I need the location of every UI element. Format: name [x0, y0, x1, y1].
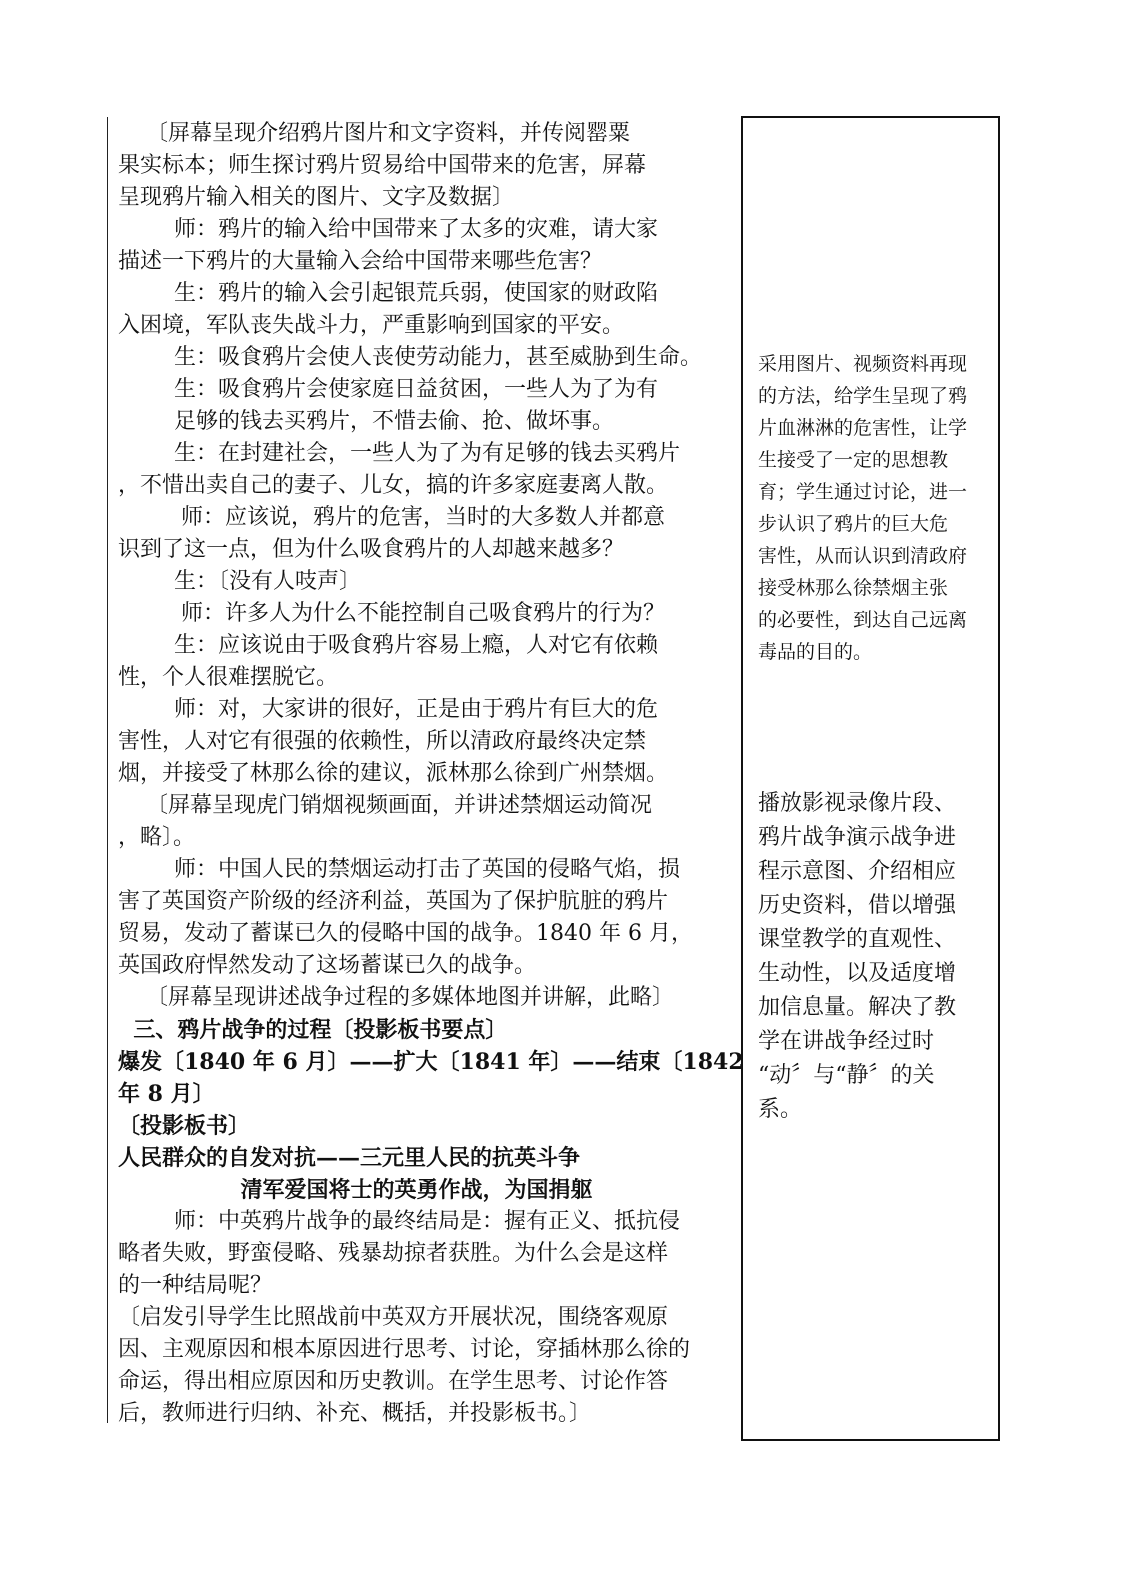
note-line: 生接受了一定的思想教 — [758, 449, 949, 471]
text-line: 生：应该说由于吸食鸦片容易上瘾，人对它有依赖 — [118, 633, 658, 658]
text-line: 呈现鸦片输入相关的图片、文字及数据〕 — [118, 185, 515, 210]
board-heading-line: 〔投影板书〕 — [118, 1113, 251, 1139]
text-line: 生：在封建社会，一些人为了为有足够的钱去买鸦片 — [118, 441, 680, 466]
lesson-process-text — [118, 118, 744, 1430]
text-line: 描述一下鸦片的大量输入会给中国带来哪些危害？ — [118, 249, 603, 274]
text-line: 害了英国资产阶级的经济利益，英国为了保护肮脏的鸦片 — [118, 889, 669, 914]
board-heading-line: 清军爱国将士的英勇作战，为国捐躯 — [118, 1177, 593, 1203]
text-line: 后，教师进行归纳、补充、概括，并投影板书。〕 — [118, 1401, 592, 1426]
note-line: 学在讲战争经过时 — [758, 1029, 935, 1054]
text-line: 烟，并接受了林那么徐的建议，派林那么徐到广州禁烟。 — [118, 761, 669, 786]
text-line: 害性，人对它有很强的依赖性，所以清政府最终决定禁 — [118, 729, 647, 754]
text-line: 生：鸦片的输入会引起银荒兵弱，使国家的财政陷 — [118, 281, 658, 306]
note-line: 毒品的目的。 — [758, 641, 873, 663]
text-line: 识到了这一点，但为什么吸食鸦片的人却越来越多？ — [118, 537, 625, 562]
note-line: 接受林那么徐禁烟主张 — [758, 577, 949, 599]
note-line: 课堂教学的直观性、 — [758, 927, 957, 952]
text-line: 足够的钱去买鸦片，不惜去偷、抢、做坏事。 — [118, 409, 614, 434]
text-line: 生：吸食鸦片会使人丧使劳动能力，甚至威胁到生命。 — [118, 345, 702, 370]
board-heading-line: 三、鸦片战争的过程〔投影板书要点〕 — [118, 1017, 508, 1043]
text-line: 师：中英鸦片战争的最终结局是：握有正义、抵抗侵 — [118, 1209, 680, 1234]
teaching-note-video-segments — [758, 787, 994, 1127]
note-line: 育；学生通过讨论，进一 — [758, 481, 968, 503]
text-line: 师：应该说，鸦片的危害，当时的大多数人并都意 — [118, 505, 665, 530]
text-line: ，略〕。 — [118, 825, 196, 850]
note-line: 系。 — [758, 1097, 803, 1122]
note-line: 采用图片、视频资料再现 — [758, 353, 968, 375]
board-heading-line: 年 8 月〕 — [118, 1081, 215, 1107]
note-line: 害性，从而认识到清政府 — [758, 545, 968, 567]
text-line: 〔启发引导学生比照战前中英双方开展状况，围绕客观原 — [118, 1305, 669, 1330]
note-line: 鸦片战争演示战争进 — [758, 825, 957, 850]
text-line: 师：许多人为什么不能控制自己吸食鸦片的行为？ — [118, 601, 665, 626]
note-line: 历史资料，借以增强 — [758, 893, 957, 918]
note-line: 生动性，以及适度增 — [758, 961, 957, 986]
note-line: 加信息量。解决了教 — [758, 995, 957, 1020]
note-line: 片血淋淋的危害性，让学 — [758, 417, 968, 439]
note-line: 程示意图、介绍相应 — [758, 859, 957, 884]
text-line: 师：对，大家讲的很好，正是由于鸦片有巨大的危 — [118, 697, 658, 722]
note-line: 播放影视录像片段、 — [758, 791, 957, 816]
teaching-notes-column — [741, 116, 1000, 1441]
text-line: 命运，得出相应原因和历史教训。在学生思考、讨论作答 — [118, 1369, 669, 1394]
note-line: 的方法，给学生呈现了鸦 — [758, 385, 968, 407]
note-line: 步认识了鸦片的巨大危 — [758, 513, 949, 535]
teaching-note-images-video — [758, 348, 994, 668]
note-line: 的必要性，到达自己远离 — [758, 609, 968, 631]
text-line: 英国政府悍然发动了这场蓄谋已久的战争。 — [118, 953, 537, 978]
text-line: 贸易，发动了蓄谋已久的侵略中国的战争。1840 年 6 月， — [118, 921, 693, 946]
text-line: 生：吸食鸦片会使家庭日益贫困，一些人为了为有 — [118, 377, 658, 402]
text-line: 〔屏幕呈现介绍鸦片图片和文字资料，并传阅罂粟 — [118, 121, 630, 146]
text-line: 〔屏幕呈现虎门销烟视频画面，并讲述禁烟运动简况 — [118, 793, 652, 818]
text-line: 入困境，军队丧失战斗力，严重影响到国家的平安。 — [118, 313, 625, 338]
text-line: 因、主观原因和根本原因进行思考、讨论，穿插林那么徐的 — [118, 1337, 691, 1362]
board-heading-line: 人民群众的自发对抗——三元里人民的抗英斗争 — [118, 1145, 581, 1171]
text-line: 师：中国人民的禁烟运动打击了英国的侵略气焰，损 — [118, 857, 680, 882]
text-line: 的一种结局呢？ — [118, 1273, 273, 1298]
text-line: 〔屏幕呈现讲述战争过程的多媒体地图并讲解，此略〕 — [118, 985, 674, 1010]
text-line: 果实标本；师生探讨鸦片贸易给中国带来的危害，屏幕 — [118, 153, 647, 178]
text-line: 生：〔没有人吱声〕 — [118, 569, 361, 594]
text-line: 师：鸦片的输入给中国带来了太多的灾难，请大家 — [118, 217, 658, 242]
note-line: “动〞与“静〞的关 — [758, 1063, 935, 1088]
text-line: 性，个人很难摆脱它。 — [118, 665, 339, 690]
text-line: ，不惜出卖自己的妻子、儿女，搞的许多家庭妻离人散。 — [118, 473, 669, 498]
text-line: 略者失败，野蛮侵略、残暴劫掠者获胜。为什么会是这样 — [118, 1241, 669, 1266]
board-heading-line: 爆发〔1840 年 6 月〕——扩大〔1841 年〕——结束〔1842 — [118, 1049, 744, 1075]
table-left-border — [107, 117, 108, 1423]
